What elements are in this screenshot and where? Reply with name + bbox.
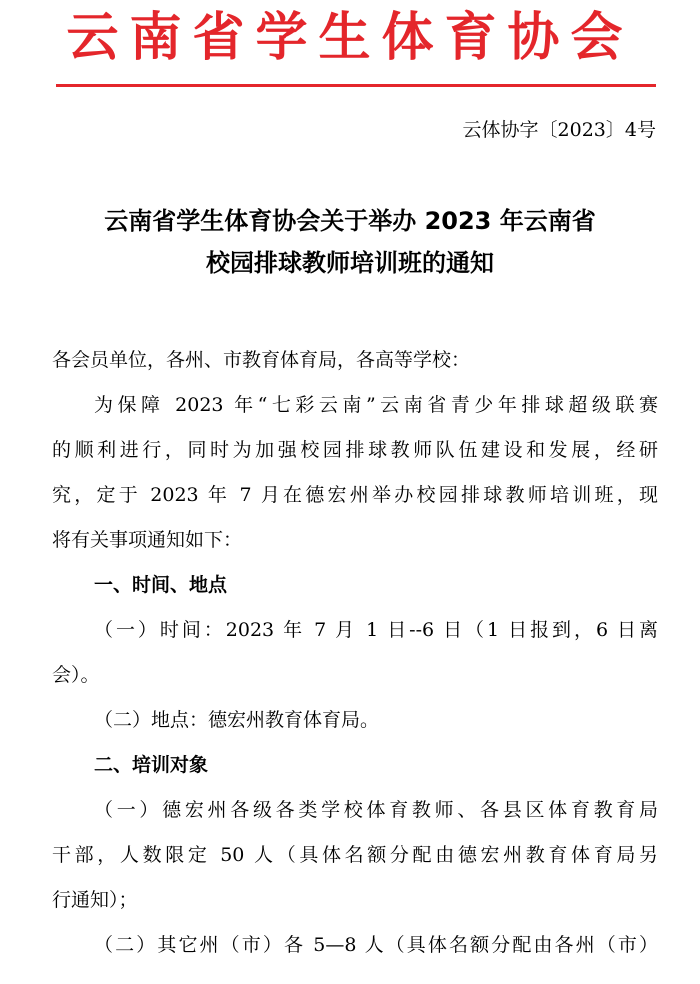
letterhead-org-name: 云南省学生体育协会 [66,7,634,68]
section-heading-trainees: 二、培训对象 [94,754,209,776]
trainees-item-line: （二）其它州（市）各 5—8 人（具体名额分配由各州（市） [94,934,658,956]
location-item: （二）地点：德宏州教育体育局。 [94,709,380,731]
document-title-line-1: 云南省学生体育协会关于举办 2023 年云南省 [104,207,596,235]
section-heading-time-location: 一、时间、地点 [94,574,228,596]
document-title [0,200,700,284]
intro-paragraph-line: 究，定于 2023 年 7 月在德宏州举办校园排球教师培训班，现 [52,484,658,506]
trainees-item-line: 干部，人数限定 50 人（具体名额分配由德宏州教育体育局另 [52,844,658,866]
letterhead-divider [56,84,656,87]
document-title-line-2: 校园排球教师培训班的通知 [206,249,494,277]
intro-paragraph-line: 为保障 2023 年“七彩云南”云南省青少年排球超级联赛 [94,394,658,416]
trainees-item-line: 行通知）； [52,889,138,911]
time-item-line: 会）。 [52,664,100,686]
time-item-line: （一）时间：2023 年 7 月 1 日--6 日（1 日报到，6 日离 [94,619,658,641]
salutation: 各会员单位，各州、市教育体育局，各高等学校： [52,349,471,371]
trainees-item-line: （一）德宏州各级各类学校体育教师、各县区体育教育局 [94,799,658,821]
intro-paragraph-line: 将有关事项通知如下： [52,529,243,551]
document-number: 云体协字〔2023〕4号 [462,119,656,141]
document-body [52,338,658,968]
intro-paragraph-line: 的顺利进行，同时为加强校园排球教师队伍建设和发展，经研 [52,439,658,461]
